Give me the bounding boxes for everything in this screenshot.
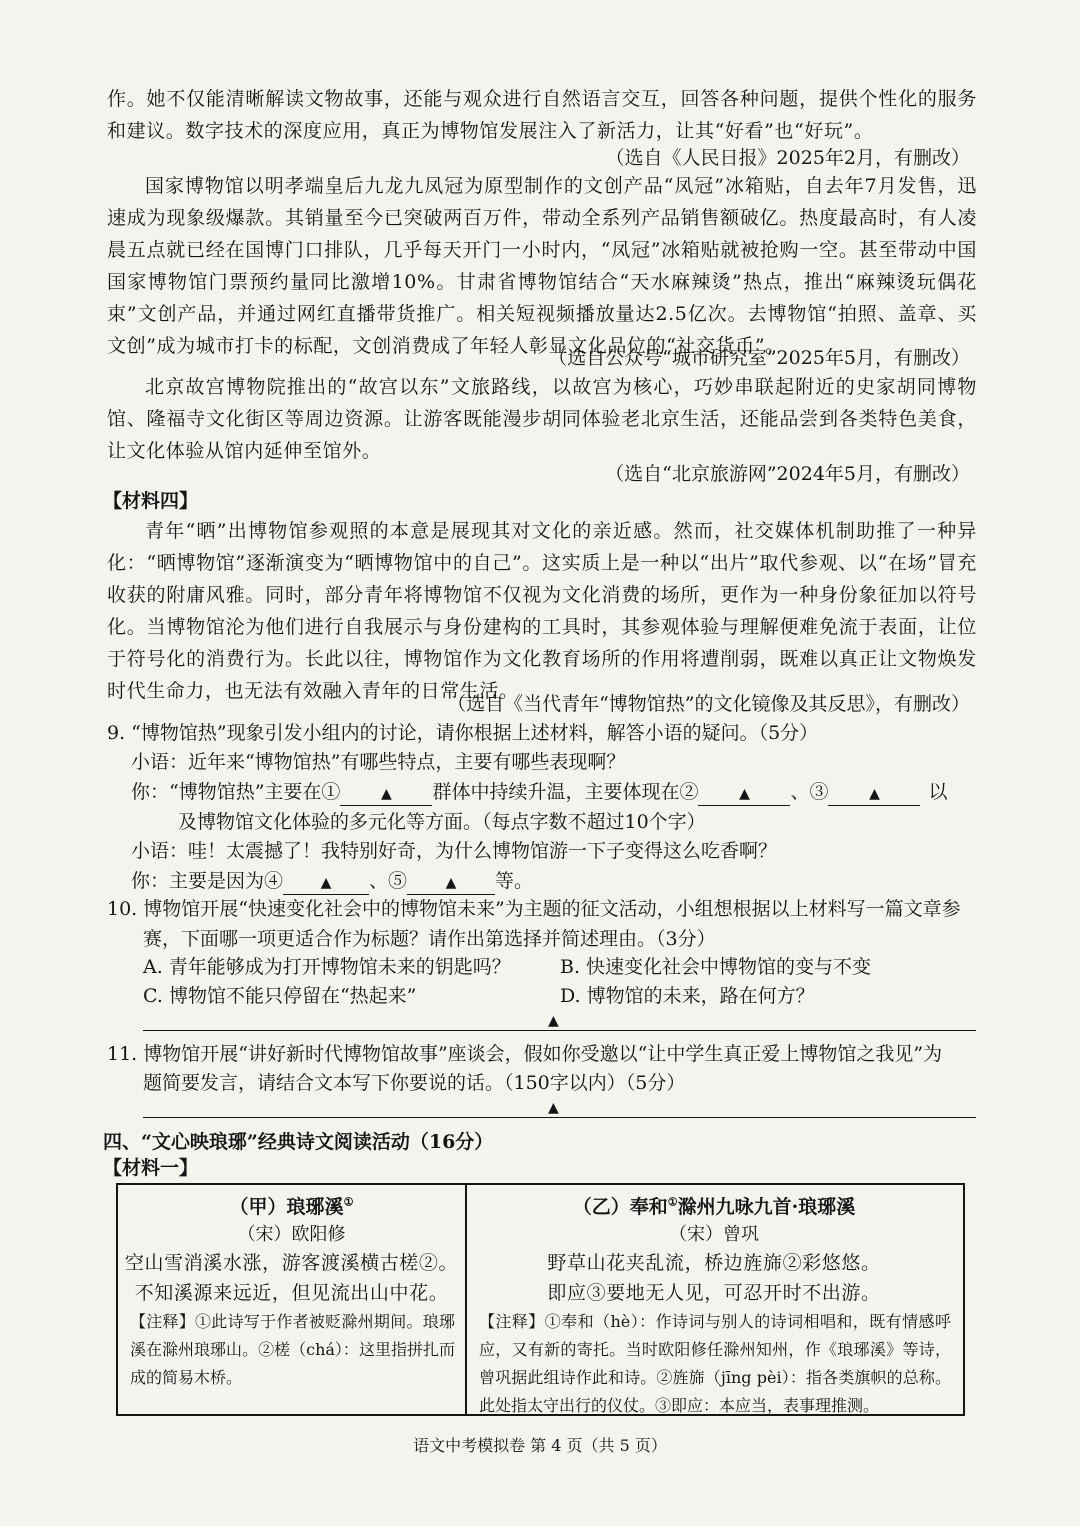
source-note: （选自《当代青年“博物馆热”的文化镜像及其反思》，有删改） <box>447 693 970 715</box>
source-note: （选自《人民日报》2025年2月，有删改） <box>605 147 970 169</box>
poem-right-author: （宋）曾巩 <box>669 1224 759 1245</box>
section-four-heading: 四、“文心映琅琊”经典诗文阅读活动（16分） <box>103 1131 494 1153</box>
blank-1[interactable]: ▲ <box>340 781 432 806</box>
q9-you2-c: 等。 <box>495 870 534 892</box>
q10-option-a[interactable]: A. 青年能够成为打开博物馆未来的钥匙吗？ <box>143 956 511 978</box>
material-one-heading: 【材料一】 <box>103 1157 199 1179</box>
q10-stem-2: 赛，下面哪一项更适合作为标题？请作出第选择并简述理由。（3分） <box>143 928 716 950</box>
q9-xiaoyu-1: 小语：近年来“博物馆热”有哪些特点，主要有哪些表现啊？ <box>131 751 626 773</box>
page-footer: 语文中考模拟卷 第 4 页（共 5 页） <box>413 1436 667 1455</box>
paragraph-gugong: 北京故宫博物院推出的“故宫以东”文旅路线，以故宫为核心，巧妙串联起附近的史家胡同博物馆、隆福寺文化街区等周边资源。让游客既能漫步胡同体验老北京生活，还能品尝到各类特色美食，让文化体验从馆内延伸至馆外。 <box>107 376 977 462</box>
q9-stem: 9. “博物馆热”现象引发小组内的讨论，请你根据上述材料，解答小语的疑问。（5分） <box>107 722 819 744</box>
q9-you1-d: 以 <box>928 781 948 803</box>
source-note: （选自公众号“城市研究室”2025年5月，有删改） <box>548 347 970 369</box>
poem-left-note: 【注释】①此诗写于作者被贬滁州期间。琅琊溪在滁州琅琊山。②槎（chá）：这里指拼扎而成的简易木桥。 <box>130 1312 455 1387</box>
poem-left-title: （甲）琅琊溪① <box>229 1195 354 1218</box>
q10-answer-line[interactable] <box>143 1030 976 1031</box>
poem-left-line-2: 不知溪源来远近，但见流出山中花。 <box>134 1282 449 1304</box>
top-paragraph: 作。她不仅能清晰解读文物故事，还能与观众进行自然语言交互，回答各种问题，提供个性化的服务和建议。数字技术的深度应用，真正为博物馆发展注入了新活力，让其“好看”也“好玩”。 <box>107 88 977 142</box>
blank-3[interactable]: ▲ <box>828 781 920 806</box>
q11-stem-1: 11. 博物馆开展“讲好新时代博物馆故事”座谈会，假如你受邀以“让中学生真正爱上博物馆之我见”为 <box>107 1043 943 1065</box>
q10-answer-mark: ▲ <box>548 1013 559 1029</box>
q9-you2-b: 、⑤ <box>369 870 408 892</box>
paragraph-guobo: 国家博物馆以明孝端皇后九龙九凤冠为原型制作的文创产品“凤冠”冰箱贴，自去年7月发售，迅速成为现象级爆款。其销量至今已突破两百万件，带动全系列产品销售额破亿。热度最高时，有人凌晨五点就已经在国博门口排队，几乎每天开门一小时内，“凤冠”冰箱贴就被抢购一空。甚至带动中国国家博物馆门票预约量同比激增10%。甘肃省博物馆结合“天水麻辣烫”热点，推出“麻辣烫玩偶花束”文创产品，并通过网红直播带货推广。相关短视频播放量达2.5亿次。去博物馆“拍照、盖章、买文创”成为城市打卡的标配，文创消费成了年轻人彰显文化品位的“社交货币”。 <box>107 175 977 357</box>
q11-stem-2: 题简要发言，请结合文本写下你要说的话。（150字以内）（5分） <box>143 1072 686 1094</box>
poem-right-line-1: 野草山花夹乱流，桥边旌旆②彩悠悠。 <box>547 1252 881 1274</box>
q10-option-c[interactable]: C. 博物馆不能只停留在“热起来” <box>143 985 417 1007</box>
poem-right-cell <box>465 1185 963 1414</box>
q9-you1-b: 群体中持续升温，主要体现在② <box>432 781 699 803</box>
poem-left-line-1: 空山雪消溪水涨，游客渡溪横古槎②。 <box>124 1252 459 1274</box>
q9-you2-a: 你：主要是因为④ <box>131 870 284 892</box>
poem-table <box>116 1183 965 1416</box>
q11-answer-line[interactable] <box>143 1117 976 1118</box>
poem-left-author: （宋）欧阳修 <box>237 1224 346 1245</box>
poem-left-cell <box>118 1185 467 1414</box>
q9-xiaoyu-2: 小语：哇！太震撼了！我特别好奇，为什么博物馆游一下子变得这么吃香啊？ <box>131 840 778 862</box>
q9-you1-c: 、③ <box>790 781 829 803</box>
q10-option-d[interactable]: D. 博物馆的未来，路在何方？ <box>560 985 815 1007</box>
source-note: （选自“北京旅游网”2024年5月，有删改） <box>605 463 970 485</box>
q10-stem-1: 10. 博物馆开展“快速变化社会中的博物馆未来”为主题的征文活动，小组想根据以上材料写一篇文章参 <box>107 898 961 920</box>
q11-answer-mark: ▲ <box>548 1100 559 1116</box>
poem-right-note: 【注释】①奉和（hè）：作诗词与别人的诗词相唱和，既有情感呼应，又有新的寄托。当时欧阳修任滁州知州，作《琅琊溪》等诗，曾巩据此组诗作此和诗。②旌旆（jīng pèi）：指各类旗帜的总称。此处指太守出行的仪仗。③即应：本应当，表事理推测。 <box>479 1312 951 1415</box>
poem-right-line-2: 即应③要地无人见，可忍开时不出游。 <box>547 1282 881 1304</box>
q9-you1-e: 及博物馆文化体验的多元化等方面。（每点字数不超过10个字） <box>178 811 706 833</box>
material-four-text: 青年“晒”出博物馆参观照的本意是展现其对文化的亲近感。然而，社交媒体机制助推了一种异化：“晒博物馆”逐渐演变为“晒博物馆中的自己”。这实质上是一种以“出片”取代参观、以“在场”冒充收获的附庸风雅。同时，部分青年将博物馆不仅视为文化消费的场所，更作为一种身份象征加以符号化。当博物馆沦为他们进行自我展示与身份建构的工具时，其参观体验与理解便难免流于表面，让位于符号化的消费行为。长此以往，博物馆作为文化教育场所的作用将遭削弱，既难以真正让文物焕发时代生命力，也无法有效融入青年的日常生活。 <box>107 520 977 702</box>
blank-2[interactable]: ▲ <box>698 781 790 806</box>
q9-you1-a: 你：“博物馆热”主要在① <box>131 781 341 803</box>
blank-5[interactable]: ▲ <box>407 870 495 895</box>
q10-option-b[interactable]: B. 快速变化社会中博物馆的变与不变 <box>560 956 872 978</box>
blank-4[interactable]: ▲ <box>283 870 369 895</box>
q9-answer-line-1 <box>131 776 947 808</box>
material-four-heading: 【材料四】 <box>103 490 199 512</box>
poem-right-title: （乙）奉和①滁州九咏九首·琅琊溪 <box>572 1195 856 1218</box>
